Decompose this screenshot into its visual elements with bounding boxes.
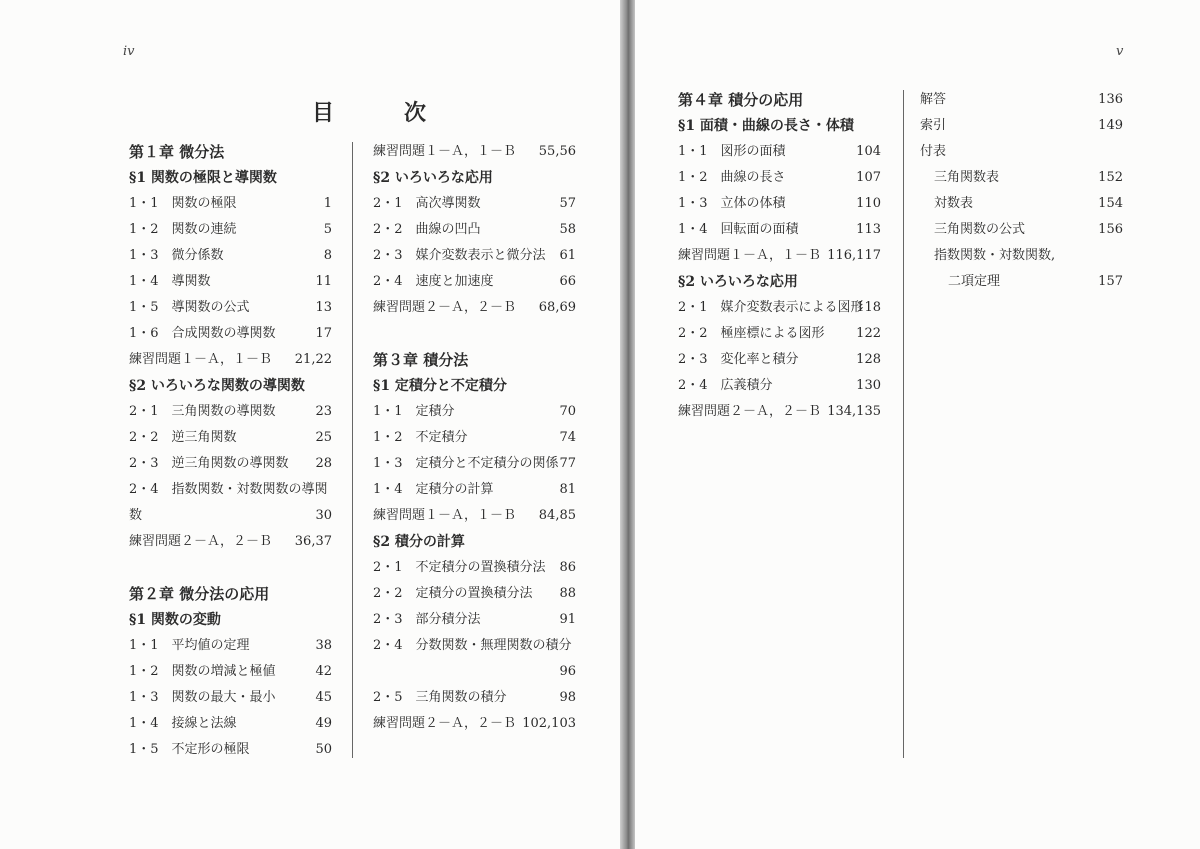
entry-page-number: 154 [1098,196,1123,211]
toc-entry [129,191,332,217]
toc-entry [373,581,576,607]
toc-entry [678,347,881,373]
chapter-heading [373,347,576,373]
toc-entry [373,425,576,451]
entry-page-number: 74 [559,430,576,445]
entry-title: 1・1 平均値の定理 [129,638,250,653]
entry-title: 第４章 積分の応用 [678,91,804,109]
toc-entry [373,659,576,685]
entry-title: 1・3 微分係数 [129,248,224,263]
entry-title: 数 [129,508,143,523]
section-heading [129,373,332,399]
entry-page-number: 42 [315,664,332,679]
entry-page-number: 86 [559,560,576,575]
entry-title: §1 関数の極限と導関数 [129,170,277,186]
toc-entry [129,399,332,425]
entry-page-number: 28 [315,456,332,471]
entry-title: 練習問題１－Ａ，１－Ｂ [678,248,822,263]
entry-page-number: 25 [315,430,332,445]
entry-title: 二項定理 [948,274,1001,289]
section-heading [129,165,332,191]
entry-page-number: 30 [315,508,332,523]
chapter-heading [129,581,332,607]
entry-title: §2 いろいろな応用 [373,170,493,186]
entry-page-number: 81 [559,482,576,497]
toc-entry [678,295,881,321]
entry-page-number: 58 [559,222,576,237]
toc-column-2 [373,139,576,737]
entry-page-number: 110 [856,196,881,211]
entry-page-number: 134,135 [827,404,881,419]
entry-title: 1・4 回転面の面積 [678,222,799,237]
entry-title: 対数表 [934,196,974,211]
section-heading [678,113,881,139]
right-page [635,0,1200,849]
entry-title: 1・1 関数の極限 [129,196,237,211]
toc-entry [373,269,576,295]
entry-title: 2・2 定積分の置換積分法 [373,586,533,601]
entry-title: 2・5 三角関数の積分 [373,690,507,705]
toc-column-3 [678,87,881,425]
toc-entry [678,139,881,165]
toc-entry [373,139,576,165]
entry-title: 2・1 不定積分の置換積分法 [373,560,546,575]
entry-title: 2・2 極座標による図形 [678,326,825,341]
entry-title: §2 いろいろな関数の導関数 [129,378,305,394]
entry-title: 2・2 曲線の凹凸 [373,222,481,237]
toc-entry [129,451,332,477]
entry-page-number: 21,22 [294,352,332,367]
toc-entry [373,191,576,217]
entry-title: 1・3 立体の体積 [678,196,786,211]
toc-entry [129,217,332,243]
entry-title: 2・3 部分積分法 [373,612,481,627]
entry-title: 1・4 定積分の計算 [373,482,494,497]
entry-title: 2・4 速度と加速度 [373,274,494,289]
column-divider [903,90,904,758]
toc-title: 目 次 [312,100,451,126]
toc-entry [678,165,881,191]
toc-entry [920,87,1123,113]
toc-entry [678,399,881,425]
toc-entry [920,269,1123,295]
entry-title: 付表 [920,144,947,159]
entry-page-number: 122 [856,326,881,341]
toc-entry [920,191,1123,217]
entry-title: 練習問題１－Ａ，１－Ｂ [373,144,517,159]
entry-title: 三角関数表 [934,170,1000,185]
toc-entry [129,633,332,659]
entry-title: 1・5 導関数の公式 [129,300,250,315]
entry-page-number: 102,103 [522,716,576,731]
toc-entry [129,477,332,503]
entry-title: 2・2 逆三角関数 [129,430,237,445]
toc-entry [373,633,576,659]
spacer [373,321,576,347]
section-heading [373,529,576,555]
entry-page-number: 156 [1098,222,1123,237]
entry-title: 第３章 積分法 [373,351,469,369]
entry-page-number: 66 [559,274,576,289]
entry-title: 1・5 不定形の極限 [129,742,250,757]
spacer [129,555,332,581]
entry-page-number: 77 [559,456,576,471]
entry-title: 2・4 広義積分 [678,378,773,393]
entry-title: 2・4 分数関数・無理関数の積分 [373,638,572,653]
toc-entry [129,425,332,451]
entry-title: 1・6 合成関数の導関数 [129,326,276,341]
entry-page-number: 23 [315,404,332,419]
right-page-number: v [1116,44,1124,59]
toc-entry [373,295,576,321]
section-heading [678,269,881,295]
entry-page-number: 136 [1098,92,1123,107]
entry-title: 練習問題２－Ａ，２－Ｂ [678,404,822,419]
chapter-heading [129,139,332,165]
entry-page-number: 116,117 [827,248,881,263]
entry-page-number: 8 [323,248,332,263]
entry-page-number: 91 [559,612,576,627]
toc-entry [373,217,576,243]
entry-page-number: 88 [559,586,576,601]
entry-title: §1 定積分と不定積分 [373,378,507,394]
entry-page-number: 118 [856,300,881,315]
left-page-number: iv [123,44,135,59]
toc-column-1 [129,139,332,763]
entry-title: 解答 [920,92,947,107]
toc-entry [129,243,332,269]
entry-page-number: 61 [559,248,576,263]
chapter-heading [678,87,881,113]
entry-title: 練習問題２－Ａ，２－Ｂ [373,716,517,731]
entry-title: 2・1 三角関数の導関数 [129,404,276,419]
entry-page-number: 68,69 [538,300,576,315]
toc-entry [129,685,332,711]
toc-entry [678,217,881,243]
toc-entry [920,165,1123,191]
toc-entry [129,503,332,529]
toc-entry [373,711,576,737]
entry-page-number: 38 [315,638,332,653]
toc-entry [129,347,332,373]
entry-title: 練習問題１－Ａ，１－Ｂ [129,352,273,367]
entry-title: 1・2 関数の増減と極値 [129,664,276,679]
entry-title: §2 いろいろな応用 [678,274,798,290]
entry-page-number: 96 [559,664,576,679]
toc-entry [129,659,332,685]
entry-page-number: 36,37 [294,534,332,549]
entry-title: 2・1 媒介変数表示による図形 [678,300,864,315]
entry-page-number: 157 [1098,274,1123,289]
entry-title: 1・3 関数の最大・最小 [129,690,276,705]
entry-title: 第１章 微分法 [129,143,225,161]
section-heading [129,607,332,633]
toc-entry [373,451,576,477]
toc-entry [678,373,881,399]
toc-entry [129,711,332,737]
entry-page-number: 70 [559,404,576,419]
entry-page-number: 104 [856,144,881,159]
entry-page-number: 84,85 [538,508,576,523]
entry-title: 指数関数・対数関数, [934,248,1056,263]
entry-title: 2・3 変化率と積分 [678,352,799,367]
entry-page-number: 149 [1098,118,1123,133]
entry-page-number: 113 [856,222,881,237]
toc-entry [373,555,576,581]
toc-entry [920,243,1123,269]
toc-entry [373,685,576,711]
entry-page-number: 152 [1098,170,1123,185]
entry-title: 練習問題２－Ａ，２－Ｂ [373,300,517,315]
entry-page-number: 49 [315,716,332,731]
toc-entry [373,477,576,503]
section-heading [373,373,576,399]
entry-title: 1・4 導関数 [129,274,211,289]
entry-page-number: 17 [315,326,332,341]
toc-entry [373,607,576,633]
toc-entry [920,217,1123,243]
toc-entry [129,737,332,763]
book-gutter [620,0,635,849]
entry-page-number: 98 [559,690,576,705]
entry-page-number: 55,56 [538,144,576,159]
entry-page-number: 107 [856,170,881,185]
toc-entry [373,243,576,269]
entry-page-number: 50 [315,742,332,757]
toc-entry [920,113,1123,139]
toc-entry [678,243,881,269]
entry-title: §1 関数の変動 [129,612,221,628]
toc-column-4 [920,87,1123,295]
section-heading [373,165,576,191]
entry-title: §2 積分の計算 [373,534,465,550]
toc-entry [129,529,332,555]
entry-title: 練習問題２－Ａ，２－Ｂ [129,534,273,549]
entry-title: 1・2 曲線の長さ [678,170,786,185]
entry-title: 2・4 指数関数・対数関数の導関 [129,482,328,497]
entry-page-number: 5 [323,222,332,237]
entry-title: 1・4 接線と法線 [129,716,237,731]
entry-title: 2・3 逆三角関数の導関数 [129,456,289,471]
entry-title: 第２章 微分法の応用 [129,585,270,603]
toc-entry [920,139,1123,165]
column-divider [352,142,353,758]
entry-title: 1・2 関数の連続 [129,222,237,237]
entry-title: 2・3 媒介変数表示と微分法 [373,248,546,263]
entry-page-number: 11 [315,274,332,289]
entry-title: 索引 [920,118,947,133]
entry-title: §1 面積・曲線の長さ・体積 [678,118,854,134]
entry-title: 三角関数の公式 [934,222,1026,237]
entry-title: 1・2 不定積分 [373,430,468,445]
entry-title: 練習問題１－Ａ，１－Ｂ [373,508,517,523]
entry-title: 2・1 高次導関数 [373,196,481,211]
toc-entry [678,191,881,217]
entry-page-number: 128 [856,352,881,367]
entry-title: 1・3 定積分と不定積分の関係 [373,456,559,471]
toc-entry [678,321,881,347]
entry-page-number: 1 [323,196,332,211]
entry-page-number: 57 [559,196,576,211]
toc-entry [373,503,576,529]
entry-title: 1・1 定積分 [373,404,455,419]
entry-title: 1・1 図形の面積 [678,144,786,159]
entry-page-number: 45 [315,690,332,705]
entry-page-number: 130 [856,378,881,393]
toc-entry [129,269,332,295]
toc-entry [373,399,576,425]
toc-entry [129,321,332,347]
entry-page-number: 13 [315,300,332,315]
toc-entry [129,295,332,321]
